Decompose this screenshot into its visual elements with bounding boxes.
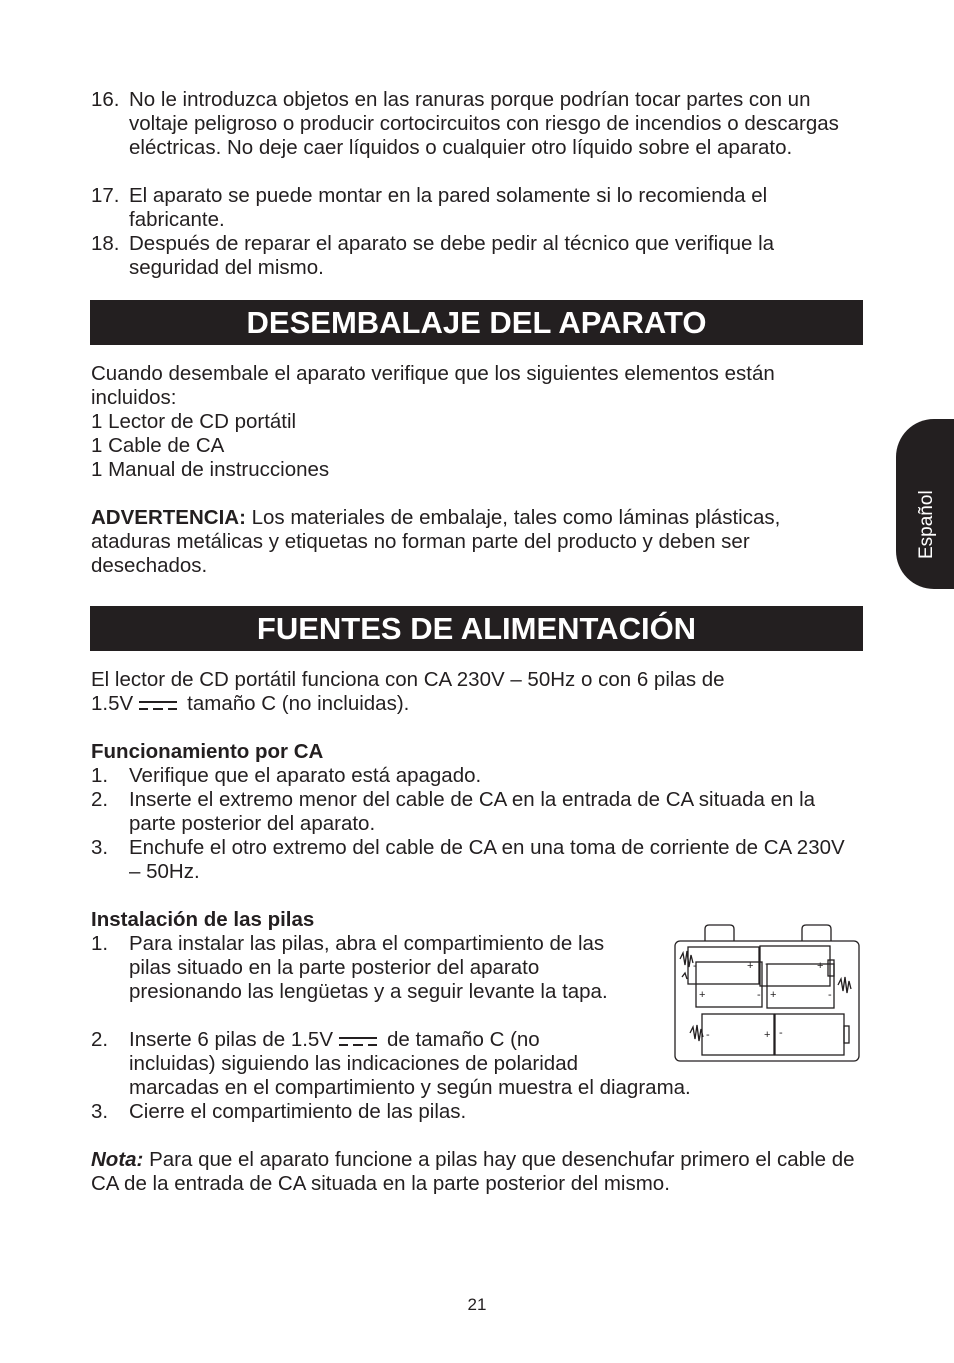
step-number: 3. — [91, 1100, 109, 1123]
item-text: No le introduzca objetos en las ranuras porque podrían tocar partes con un voltaje peligroso o producir cortocircuitos con riesgo de incendios o descargas eléctricas. No deje caer líquidos o cualquier otro líquido sobre el aparato. — [129, 88, 839, 159]
packaging-warning — [91, 506, 863, 578]
svg-text:+: + — [817, 960, 824, 972]
content-item: 1 Manual de instrucciones — [91, 458, 330, 481]
svg-text:-: - — [757, 989, 761, 1001]
item-number: 16. — [91, 88, 120, 111]
step-text: Para instalar las pilas, abra el compartimiento de las pilas situado en la parte posterior del aparato presionando las lengüetas y a seguir levante la tapa. — [129, 932, 608, 1003]
step2-part-c: incluidas) siguiendo las indicaciones de polaridad — [129, 1052, 579, 1075]
battery-size-text: tamaño C (no incluidas). — [187, 692, 410, 715]
section-title-power: FUENTES DE ALIMENTACIÓN — [90, 606, 863, 651]
ac-heading-text: Funcionamiento por CA — [91, 740, 324, 763]
note-text: Para que el aparato funcione a pilas hay que desenchufar primero el cable de CA de la entrada de CA situada en la parte posterior del mismo. — [91, 1148, 855, 1195]
dc-symbol-icon — [139, 699, 177, 711]
note-label: Nota: — [91, 1148, 144, 1171]
svg-text:-: - — [693, 960, 697, 972]
content-item: 1 Lector de CD portátil — [91, 410, 297, 433]
svg-text:-: - — [765, 958, 769, 970]
step2-part-d: marcadas en el compartimiento y según muestra el diagrama. — [129, 1076, 691, 1099]
step-number: 1. — [91, 764, 109, 787]
unpacking-intro: Cuando desembale el aparato verifique que los siguientes elementos están incluidos: — [91, 362, 775, 409]
battery-compartment-diagram — [672, 922, 862, 1064]
step-text: Cierre el compartimiento de las pilas. — [129, 1100, 467, 1123]
language-tab — [896, 419, 954, 589]
dc-symbol-icon — [339, 1035, 377, 1047]
step-number: 2. — [91, 788, 109, 811]
item-text: El aparato se puede montar en la pared solamente si lo recomienda el fabricante. — [129, 184, 768, 231]
step-number: 1. — [91, 932, 109, 955]
language-tab-label: Español — [916, 490, 937, 559]
svg-text:+: + — [770, 989, 777, 1001]
section-title-unpacking: DESEMBALAJE DEL APARATO — [90, 300, 863, 345]
power-intro-line2 — [91, 692, 409, 716]
svg-text:+: + — [747, 960, 754, 972]
power-intro-line1: El lector de CD portátil funciona con CA 230V – 50Hz o con 6 pilas de — [91, 668, 725, 691]
item-number: 18. — [91, 232, 120, 255]
ac-heading — [91, 740, 323, 764]
battery-note — [91, 1148, 861, 1196]
step-number: 3. — [91, 836, 109, 859]
step2-part-a: Inserte 6 pilas de 1.5V — [129, 1028, 333, 1051]
svg-text:-: - — [779, 1027, 783, 1039]
item-text: Después de reparar el aparato se debe pedir al técnico que verifique la seguridad del mismo. — [129, 232, 775, 279]
svg-text:+: + — [699, 989, 706, 1001]
svg-text:+: + — [764, 1029, 771, 1041]
step2-part-b: de tamaño C (no — [387, 1028, 540, 1051]
battery-heading — [91, 908, 314, 932]
svg-text:-: - — [828, 989, 832, 1001]
step-text: Inserte el extremo menor del cable de CA en la entrada de CA situada en la parte posterior del aparato. — [129, 788, 816, 835]
page-number: 21 — [467, 1295, 487, 1314]
warning-text: Los materiales de embalaje, tales como láminas plásticas, ataduras metálicas y etiquetas no forman parte del producto y deben ser desechados. — [91, 506, 781, 577]
svg-text:-: - — [706, 1029, 710, 1041]
content-item: 1 Cable de CA — [91, 434, 225, 457]
step-text: Enchufe el otro extremo del cable de CA en una toma de corriente de CA 230V – 50Hz. — [129, 836, 845, 883]
step-text: Verifique que el aparato está apagado. — [129, 764, 482, 787]
voltage-text: 1.5V — [91, 692, 134, 715]
step-number: 2. — [91, 1028, 109, 1051]
battery-heading-text: Instalación de las pilas — [91, 908, 315, 931]
item-number: 17. — [91, 184, 120, 207]
warning-label: ADVERTENCIA: — [91, 506, 246, 529]
